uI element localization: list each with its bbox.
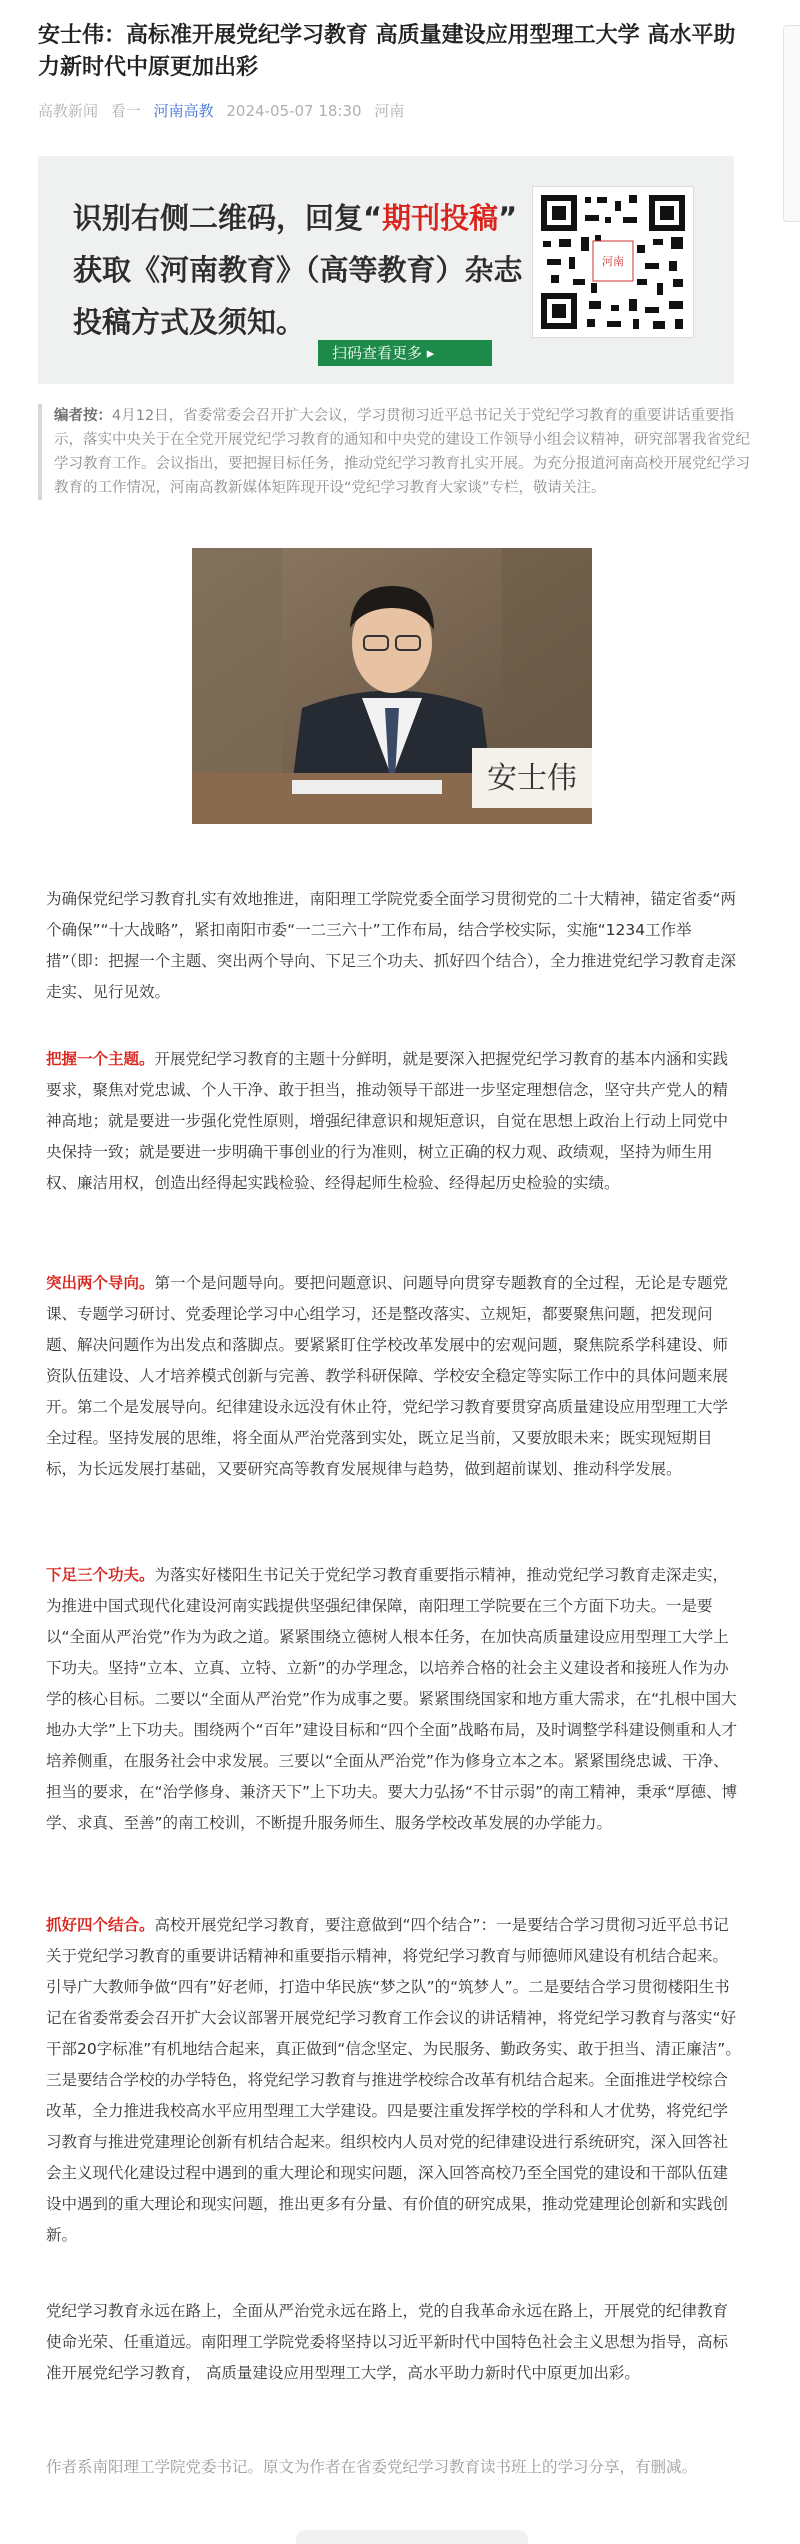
meta-datetime: 2024-05-07 18:30	[226, 102, 362, 120]
nameplate-text: 安士伟	[487, 761, 577, 796]
banner-line-1	[73, 196, 517, 237]
meta-channel[interactable]: 高教新闻	[38, 102, 99, 120]
paragraph-theme-heading: 把握一个主题。	[46, 1050, 155, 1068]
banner-line-3: 投稿方式及须知。	[73, 305, 306, 339]
paragraph-efforts-heading: 下足三个功夫。	[46, 1566, 155, 1584]
banner-line-2: 获取《河南教育》（高等教育）杂志	[73, 253, 523, 287]
banner-line-1-suffix: ”	[498, 201, 518, 235]
qr-code-icon[interactable]	[532, 186, 694, 338]
bottom-action-pill[interactable]	[296, 2530, 528, 2544]
banner-line-1-prefix: 识别右侧二维码，回复“	[73, 201, 383, 235]
scan-more-button[interactable]: 扫码查看更多 ▸	[318, 340, 492, 366]
editor-note-label: 编者按：	[54, 408, 112, 424]
article-meta	[38, 100, 412, 121]
paragraph-combinations-heading: 抓好四个结合。	[46, 1916, 155, 1934]
author-note: 作者系南阳理工学院党委书记。原文为作者在省委党纪学习教育读书班上的学习分享，有删减。	[46, 2458, 698, 2476]
meta-region: 河南	[374, 102, 405, 120]
paragraph-theme	[46, 1044, 742, 1199]
paragraph-combinations-body: 高校开展党纪学习教育，要注意做到“四个结合”：一是要结合学习贯彻习近平总书记关于党纪学习教育的重要讲话精神和重要指示精神，将党纪学习教育与师德师风建设有机结合起来。引导广大教师争做“四有”好老师，打造中华民族“梦之队”的“筑梦人”。二是要结合学习贯彻楼阳生书记在省委常委会召开扩大会议部署开展党纪学习教育工作会议的讲话精神，将党纪学习教育与落实“好干部20字标准”有机地结合起来，真正做到“信念坚定、为民服务、勤政务实、敢于担当、清正廉洁”。三是要结合学校的办学特色，将党纪学习教育与推进学校综合改革有机结合起来。全面推进学校综合改革，全力推进我校高水平应用型理工大学建设。四是要注重发挥学校的学科和人才优势，将党纪学习教育与推进党建理论创新有机结合起来。组织校内人员对党的纪律建设进行系统研究，深入回答社会主义现代化建设过程中遇到的重大理论和现实问题，深入回答高校乃至全国党的建设和干部队伍建设中遇到的重大理论和现实问题，推出更多有分量、有价值的研究成果，推动党建理论创新和实践创新。	[46, 1916, 741, 2244]
meta-source-link[interactable]: 河南高教	[153, 102, 214, 120]
side-toolbar-edge[interactable]	[783, 25, 800, 222]
paragraph-efforts	[46, 1560, 742, 1839]
paragraph-orientation	[46, 1268, 742, 1485]
paragraph-theme-body: 开展党纪学习教育的主题十分鲜明，就是要深入把握党纪学习教育的基本内涵和实践要求，聚焦对党忠诚、个人干净、敢于担当，推动领导干部进一步坚定理想信念，坚守共产党人的精神高地；就是要进一步强化党性原则，增强纪律意识和规矩意识，自觉在思想上政治上行动上同党中央保持一致；就是要进一步明确干事创业的行为准则，树立正确的权力观、政绩观，坚持为师生用权、廉洁用权，创造出经得起实践检验、经得起师生检验、经得起历史检验的实绩。	[46, 1050, 729, 1192]
paragraph-orientation-heading: 突出两个导向。	[46, 1274, 155, 1292]
banner-highlight: 期刊投稿	[382, 201, 499, 235]
editor-note	[38, 404, 750, 500]
editor-note-text: 4月12日，省委常委会召开扩大会议，学习贯彻习近平总书记关于党纪学习教育的重要讲话重要指示，落实中央关于在全党开展党纪学习教育的通知和中央党的建设工作领导小组会议精神，研究部署我省党纪学习教育工作。会议指出，要把握目标任务，推动党纪学习教育扎实开展。为充分报道河南高校开展党纪学习教育的工作情况，河南高教新媒体矩阵现开设“党纪学习教育大家谈”专栏，敬请关注。	[54, 408, 750, 496]
svg-text:河南: 河南	[602, 255, 624, 268]
submission-banner[interactable]	[38, 156, 734, 384]
meta-views: 看一	[110, 102, 141, 120]
paragraph-conclusion: 党纪学习教育永远在路上，全面从严治党永远在路上，党的自我革命永远在路上，开展党的纪律教育使命光荣、任重道远。南阳理工学院党委将坚持以习近平新时代中国特色社会主义思想为指导，高标准开展党纪学习教育， 高质量建设应用型理工大学，高水平助力新时代中原更加出彩。	[46, 2302, 729, 2382]
paragraph-intro: 为确保党纪学习教育扎实有效地推进，南阳理工学院党委全面学习贯彻党的二十大精神，锚定省委“两个确保”“十大战略”，紧扣南阳市委“一二三六十”工作布局，结合学校实际，实施“1234工作举措”（即：把握一个主题、突出两个导向、下足三个功夫、抓好四个结合），全力推进党纪学习教育走深走实、见行见效。	[46, 890, 737, 1001]
article-title: 安士伟：高标准开展党纪学习教育 高质量建设应用型理工大学 高水平助力新时代中原更加出彩	[38, 23, 736, 80]
paragraph-efforts-body: 为落实好楼阳生书记关于党纪学习教育重要指示精神，推动党纪学习教育走深走实，为推进中国式现代化建设河南实践提供坚强纪律保障，南阳理工学院要在三个方面下功夫。一是要以“全面从严治党”作为为政之道。紧紧围绕立德树人根本任务，在加快高质量建设应用型理工大学上下功夫。坚持“立本、立真、立特、立新”的办学理念，以培养合格的社会主义建设者和接班人作为办学的核心目标。二要以“全面从严治党”作为成事之要。紧紧围绕国家和地方重大需求，在“扎根中国大地办大学”上下功夫。围绕两个“百年”建设目标和“四个全面”战略布局，及时调整学科建设侧重和人才培养侧重，在服务社会中求发展。三要以“全面从严治党”作为修身立本之本。紧紧围绕忠诚、干净、担当的要求，在“治学修身、兼济天下”上下功夫。要大力弘扬“不甘示弱”的南工精神，秉承“厚德、博学、求真、至善”的南工校训，不断提升服务师生、服务学校改革发展的办学能力。	[46, 1566, 738, 1832]
paragraph-orientation-body: 第一个是问题导向。要把问题意识、问题导向贯穿专题教育的全过程，无论是专题党课、专题学习研讨、党委理论学习中心组学习，还是整改落实、立规矩，都要聚焦问题，把发现问题、解决问题作为出发点和落脚点。要紧紧盯住学校改革发展中的宏观问题，聚焦院系学科建设、师资队伍建设、人才培养模式创新与完善、教学科研保障、学校安全稳定等实际工作中的具体问题来展开。第二个是发展导向。纪律建设永远没有休止符，党纪学习教育要贯穿高质量建设应用型理工大学全过程。坚持发展的思维，将全面从严治党落到实处，既立足当前，又要放眼未来；既实现短期目标，为长远发展打基础，又要研究高等教育发展规律与趋势，做到超前谋划、推动科学发展。	[46, 1274, 729, 1478]
author-photo	[192, 548, 592, 824]
paragraph-combinations	[46, 1910, 742, 2251]
